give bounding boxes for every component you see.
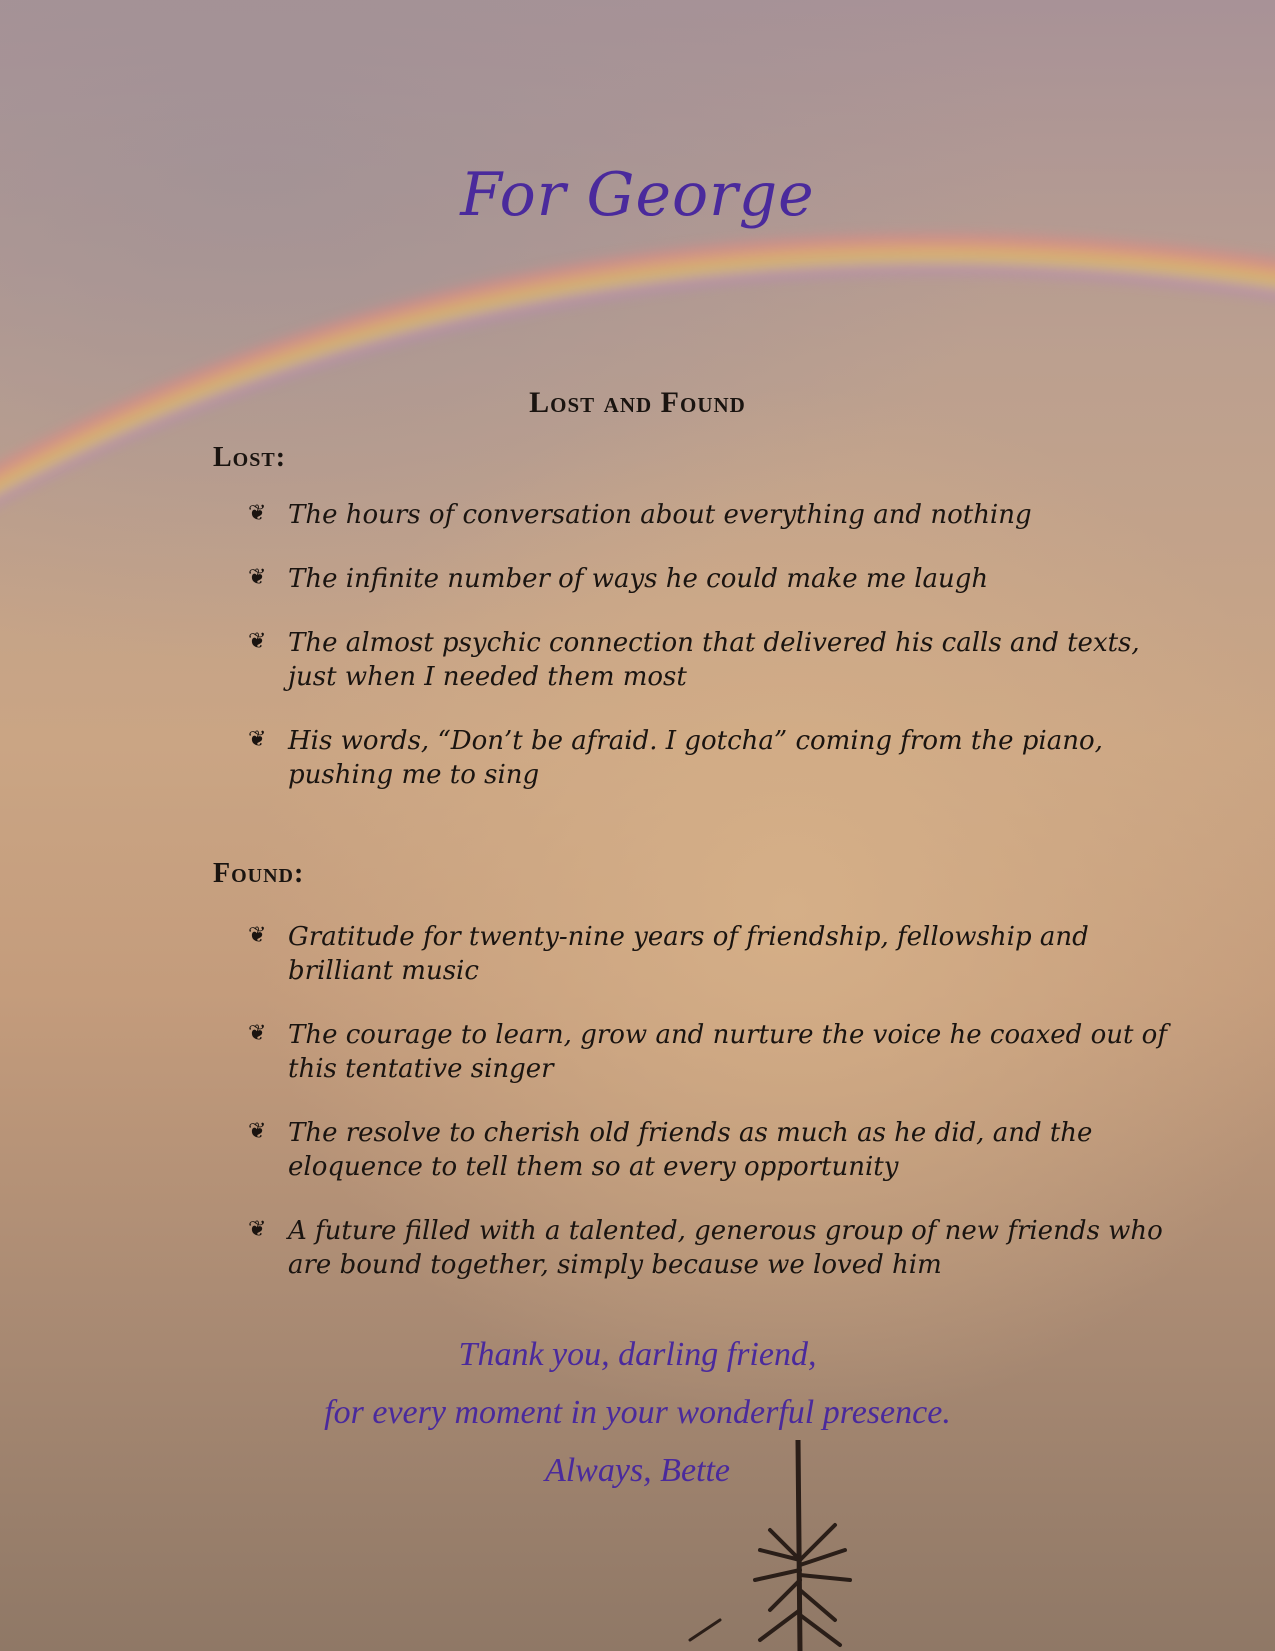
fleuron-bullet-icon: ❦ <box>248 565 267 590</box>
list-item-text: Gratitude for twenty-nine years of friendship, fellowship and brilliant music <box>288 922 1089 986</box>
list-item-text: The almost psychic connection that delivered his calls and texts, just when I needed them most <box>288 628 1140 692</box>
list-item-text: The infinite number of ways he could make me laugh <box>288 564 989 594</box>
list-item-text: His words, “Don’t be afraid. I gotcha” coming from the piano, pushing me to sing <box>288 726 1103 790</box>
signature: Always, Bette <box>544 1452 731 1489</box>
fleuron-bullet-icon: ❦ <box>248 1217 267 1242</box>
fleuron-bullet-icon: ❦ <box>248 629 267 654</box>
fleuron-bullet-icon: ❦ <box>248 1021 267 1046</box>
list-item <box>248 562 1168 596</box>
closing-line-1: Thank you, darling friend, <box>458 1336 817 1373</box>
list-item <box>248 1214 1168 1282</box>
list-item-text: The hours of conversation about everything and nothing <box>288 500 1032 530</box>
closing-line-2: for every moment in your wonderful presence. <box>324 1394 951 1431</box>
fleuron-bullet-icon: ❦ <box>248 501 267 526</box>
list-item <box>248 498 1168 532</box>
lost-list <box>248 498 1168 822</box>
list-item <box>248 1116 1168 1184</box>
page-title: For George <box>460 160 815 230</box>
list-item <box>248 1018 1168 1086</box>
found-label: Found: <box>213 858 305 889</box>
section-heading: Lost and Found <box>529 386 746 419</box>
list-item-text: The courage to learn, grow and nurture the voice he coaxed out of this tentative singer <box>288 1020 1167 1084</box>
found-list <box>248 920 1168 1312</box>
fleuron-bullet-icon: ❦ <box>248 1119 267 1144</box>
fleuron-bullet-icon: ❦ <box>248 727 267 752</box>
list-item-text: The resolve to cherish old friends as much as he did, and the eloquence to tell them so at every opportunity <box>288 1118 1093 1182</box>
list-item <box>248 724 1168 792</box>
lost-label: Lost: <box>213 442 287 473</box>
fleuron-bullet-icon: ❦ <box>248 923 267 948</box>
list-item <box>248 626 1168 694</box>
list-item <box>248 920 1168 988</box>
list-item-text: A future filled with a talented, generous group of new friends who are bound together, simply because we loved him <box>288 1216 1163 1280</box>
